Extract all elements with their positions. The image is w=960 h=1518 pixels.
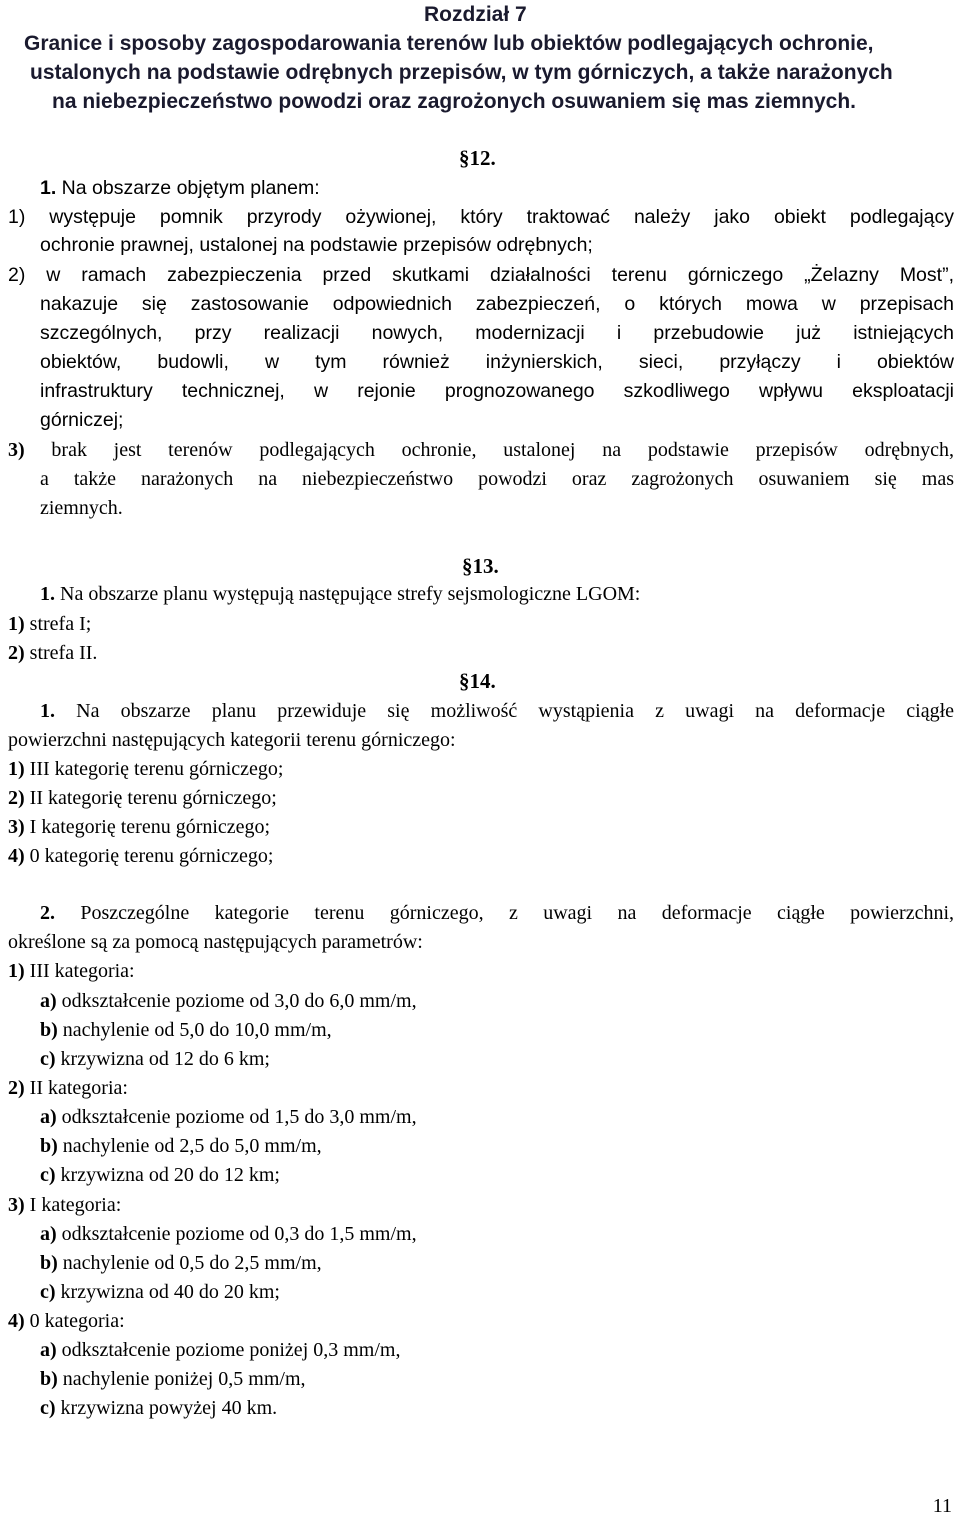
- section-13-item-1: [8, 614, 91, 634]
- item-number: 3): [8, 439, 25, 461]
- category-4-param-c: [40, 1398, 277, 1418]
- param-letter: b): [40, 1019, 58, 1041]
- param-text: krzywizna od 12 do 6 km;: [55, 1048, 270, 1070]
- paragraph-text: Na obszarze planu przewiduje się możliwość wystąpienia z uwagi na deformacje ciągłe: [55, 700, 954, 722]
- param-text: nachylenie od 0,5 do 2,5 mm/m,: [57, 1252, 322, 1274]
- paragraph-number: 1.: [40, 700, 55, 722]
- param-text: odkształcenie poziome od 3,0 do 6,0 mm/m,: [56, 990, 417, 1012]
- param-text: odkształcenie poziome poniżej 0,3 mm/m,: [56, 1339, 401, 1361]
- category-number: 4): [8, 1310, 25, 1332]
- section-12-line-5: szczególnych, przy realizacji nowych, modernizacji i przebudowie już istniejących: [40, 322, 954, 344]
- paragraph-number: 1.: [40, 583, 55, 605]
- category-4-param-b: [40, 1369, 306, 1389]
- param-letter: b): [40, 1252, 58, 1274]
- section-12-item-3: [8, 440, 954, 460]
- param-letter: a): [40, 990, 57, 1012]
- section-13-heading: §13.: [462, 554, 499, 578]
- category-number: 2): [8, 1077, 25, 1099]
- section-14-paragraph-2-cont: określone są za pomocą następujących parametrów:: [8, 931, 423, 953]
- paragraph-number: 1.: [40, 177, 57, 199]
- section-12-item-3-line-2: a także narażonych na niebezpieczeństwo powodzi oraz zagrożonych osuwaniem się mas: [40, 468, 954, 490]
- section-12-line-3: 2) w ramach zabezpieczenia przed skutkami działalności terenu górniczego „Żelazny Most”,: [8, 264, 954, 286]
- param-text: krzywizna od 40 do 20 km;: [55, 1281, 280, 1303]
- category-4-param-a: [40, 1340, 400, 1360]
- category-number: 3): [8, 1194, 25, 1216]
- category-1-param-a: [40, 991, 417, 1011]
- param-letter: b): [40, 1368, 58, 1390]
- item-number: 2): [8, 642, 25, 664]
- param-letter: a): [40, 1223, 57, 1245]
- item-number: 3): [8, 816, 25, 838]
- param-letter: a): [40, 1339, 57, 1361]
- category-1-param-b: [40, 1020, 332, 1040]
- section-14-paragraph-1: [40, 701, 954, 721]
- category-3-param-a: [40, 1224, 417, 1244]
- section-13-paragraph-1: [40, 584, 640, 604]
- param-letter: c): [40, 1048, 56, 1070]
- item-text: 0 kategorię terenu górniczego;: [24, 845, 274, 867]
- item-text: II kategorię terenu górniczego;: [24, 787, 277, 809]
- section-12-line-7: infrastruktury technicznej, w rejonie prognozowanego szkodliwego wpływu eksploatacji: [40, 380, 954, 402]
- category-text: III kategoria:: [24, 960, 135, 982]
- category-text: II kategoria:: [24, 1077, 128, 1099]
- param-letter: c): [40, 1397, 56, 1419]
- paragraph-number: 2.: [40, 902, 55, 924]
- param-text: nachylenie od 5,0 do 10,0 mm/m,: [57, 1019, 332, 1041]
- category-3-param-c: [40, 1282, 280, 1302]
- param-text: odkształcenie poziome od 1,5 do 3,0 mm/m,: [56, 1106, 417, 1128]
- chapter-title-line-3: na niebezpieczeństwo powodzi oraz zagrożonych osuwaniem się mas ziemnych.: [52, 90, 857, 113]
- category-2-param-a: [40, 1107, 417, 1127]
- item-number: 4): [8, 845, 25, 867]
- section-14-item-4: [8, 846, 273, 866]
- item-number: 1): [8, 758, 25, 780]
- category-number: 1): [8, 960, 25, 982]
- category-2-label: [8, 1078, 128, 1098]
- category-text: 0 kategoria:: [24, 1310, 125, 1332]
- item-text: III kategorię terenu górniczego;: [24, 758, 284, 780]
- category-text: I kategoria:: [24, 1194, 122, 1216]
- paragraph-text: Na obszarze planu występują następujące strefy sejsmologiczne LGOM:: [55, 583, 641, 605]
- item-text: I kategorię terenu górniczego;: [24, 816, 271, 838]
- section-14-heading: §14.: [459, 669, 496, 693]
- section-12-line-4: nakazuje się zastosowanie odpowiednich zabezpieczeń, o których mowa w przepisach: [40, 293, 954, 315]
- section-13-item-2: [8, 643, 97, 663]
- section-12-item-3-line-3: ziemnych.: [40, 497, 123, 519]
- section-14-item-1: [8, 759, 283, 779]
- section-14-paragraph-2: [40, 903, 954, 923]
- section-14-item-2: [8, 788, 277, 808]
- param-text: krzywizna od 20 do 12 km;: [55, 1164, 280, 1186]
- section-14-item-3: [8, 817, 270, 837]
- paragraph-text: Na obszarze objętym planem:: [56, 177, 320, 199]
- item-text: strefa I;: [24, 613, 92, 635]
- section-12-line-8: górniczej;: [40, 409, 124, 431]
- section-12-line-2: ochronie prawnej, ustalonej na podstawie przepisów odrębnych;: [40, 234, 593, 256]
- param-letter: b): [40, 1135, 58, 1157]
- chapter-title-line-2: ustalonych na podstawie odrębnych przepisów, w tym górniczych, a także narażonych: [30, 61, 893, 84]
- category-1-param-c: [40, 1049, 270, 1069]
- section-12-heading: §12.: [459, 146, 496, 170]
- param-letter: c): [40, 1281, 56, 1303]
- paragraph-text: Poszczególne kategorie terenu górniczego, z uwagi na deformacje ciągłe powierzchni,: [55, 902, 954, 924]
- param-letter: c): [40, 1164, 56, 1186]
- item-number: 1): [8, 613, 25, 635]
- param-letter: a): [40, 1106, 57, 1128]
- category-2-param-c: [40, 1165, 280, 1185]
- param-text: krzywizna powyżej 40 km.: [55, 1397, 278, 1419]
- param-text: odkształcenie poziome od 0,3 do 1,5 mm/m,: [56, 1223, 417, 1245]
- page-number: 11: [932, 1495, 952, 1517]
- param-text: nachylenie poniżej 0,5 mm/m,: [57, 1368, 306, 1390]
- section-12-line-6: obiektów, budowli, w tym również inżynierskich, sieci, przyłączy i obiektów: [40, 351, 954, 373]
- section-12-paragraph-1: [40, 179, 320, 199]
- param-text: nachylenie od 2,5 do 5,0 mm/m,: [57, 1135, 322, 1157]
- section-12-line-1: 1) występuje pomnik przyrody ożywionej, który traktować należy jako obiekt podlegający: [8, 206, 954, 228]
- item-text: strefa II.: [24, 642, 98, 664]
- section-14-paragraph-1-cont: powierzchni następujących kategorii terenu górniczego:: [8, 729, 456, 751]
- category-2-param-b: [40, 1136, 322, 1156]
- category-3-param-b: [40, 1253, 322, 1273]
- category-1-label: [8, 961, 135, 981]
- chapter-number: Rozdział 7: [424, 3, 527, 26]
- category-4-label: [8, 1311, 125, 1331]
- item-number: 2): [8, 787, 25, 809]
- item-text: brak jest terenów podlegających ochronie, ustalonej na podstawie przepisów odrębnych,: [24, 439, 954, 461]
- category-3-label: [8, 1195, 121, 1215]
- chapter-title-line-1: Granice i sposoby zagospodarowania terenów lub obiektów podlegających ochronie,: [24, 32, 874, 55]
